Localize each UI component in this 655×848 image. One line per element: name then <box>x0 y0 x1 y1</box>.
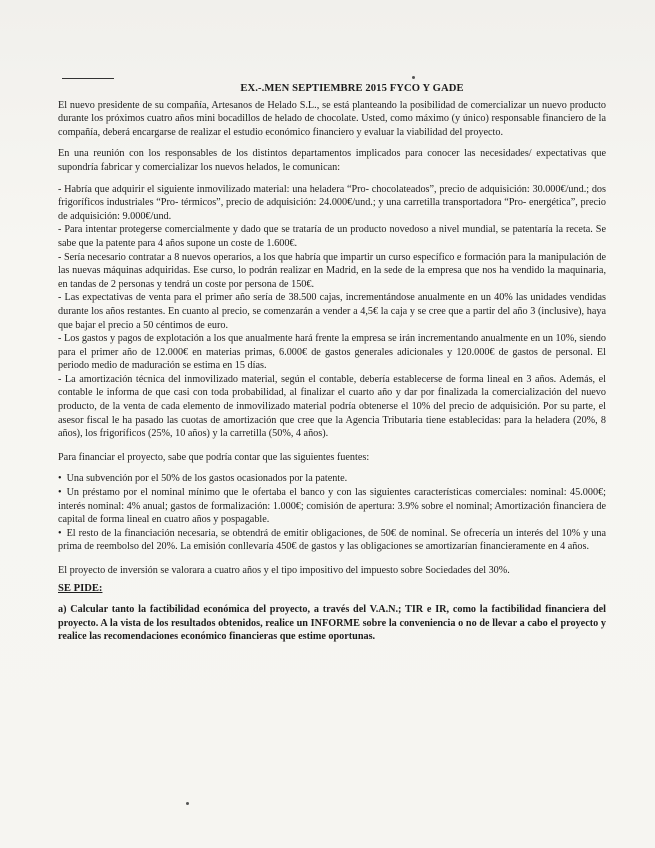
exam-title: EX.-.MEN SEPTIEMBRE 2015 FYCO Y GADE <box>240 83 464 94</box>
requirement-item: - Las expectativas de venta para el primer año sería de 38.500 cajas, incrementándose anualmente en un 40% las unidades vendidas durante los años restantes. En cuanto al precio, se comenzarán a vender a 4,5€ la caja y se cree que a partir del año 3 (inclusive), haya que bajar el precio a 50 céntimos de euro. <box>58 292 606 331</box>
question-a: a) Calcular tanto la factibilidad económica del proyecto, a través del V.A.N.; TIR e IR, como la factibilidad financiera del proyecto. A la vista de los resultados obtenidos, realice un INFORME sobre la conveniencia o no de llevar a cabo el proyecto y realice las recomendaciones económico financieras que estime oportunas. <box>58 604 606 643</box>
requirement-item: - Los gastos y pagos de explotación a los que anualmente hará frente la empresa se irán incrementando anualmente en un 10%, siendo para el primer año de 12.000€ en materias primas, 6.000€ de gastos generales adicionales y 120.000€ de gastos de personal. El periodo medio de maduración se estima en 15 días. <box>58 333 606 372</box>
financing-source-item: • El resto de la financiación necesaria, se obtendrá de emitir obligaciones, de 50€ de nominal. Se ofrecería un interés del 10% y una prima de reembolso del 20%. La emisión conllevaría 450€ de gastos y las obligaciones se amortizarían financieramente en 4 años. <box>58 527 606 554</box>
requirement-item: - Sería necesario contratar a 8 nuevos operarios, a los que habría que impartir un curso específico e formación para la manipulación de las nuevas máquinas adquiridas. Ese curso, lo podrán realizar en Madrid, en la sede de la empresa que nos ha vendido la maquinaria, en tandas de 2 personas y tendrá un coste por persona de 150€. <box>58 251 606 290</box>
scan-speck <box>186 802 189 805</box>
intro-paragraph: El nuevo presidente de su compañía, Artesanos de Helado S.L., se está planteando la posibilidad de comercializar un nuevo producto durante los próximos cuatro años mini bocadillos de helado de chocolate. Usted, como máximo (y único) responsable financiero de la compañía, deberá encargarse de realizar el estudio económico financiero y evaluar la viabilidad del proyecto. <box>58 99 606 138</box>
requirement-item: - Habría que adquirir el siguiente inmovilizado material: una heladera “Pro- chocolateados”, precio de adquisición: 30.000€/und.; dos frigoríficos industriales “Pro- térmicos”, precio de adquisición: 24.000€/und.; y una carretilla transportadora “Pro- energética”, precio de adquisición: 9.000€/und. <box>58 183 606 222</box>
scan-speck <box>412 76 415 79</box>
requirement-item: - La amortización técnica del inmovilizado material, según el contable, debería establecerse de forma lineal en 3 años. Además, el contable le informa de que casi con toda probabilidad, al finalizar el cuarto año y dar por finalizada la comercialización del nuevo producto, de la venta de cada elemento de inmovilizado material podría obtenerse el 10% del precio de adquisición. Por su parte, el asesor fiscal le ha pasado las cuotas de amortización que cree que la Agencia Tributaria tiene establecidas: para la heladera (20%, 8 años), los frigoríficos (25%, 10 años) y la carretilla (50%, 4 años). <box>58 373 606 440</box>
requirement-item: - Para intentar protegerse comercialmente y dado que se trataría de un producto novedoso a nivel mundial, se patentaría la receta. Se sabe que la patente para 4 años supone un coste de 1.600€. <box>58 224 606 249</box>
financing-source-item: • Una subvención por el 50% de los gastos ocasionados por la patente. <box>58 472 606 486</box>
financing-source-item: • Un préstamo por el nominal mínimo que le ofertaba el banco y con las siguientes características comerciales: nominal: 45.000€; interés nominal: 4% anual; gastos de formalización: 1.000€; comisión de apertura: 3.9% sobre el nominal; Amortización financiera de capital de forma lineal en cuatro años y pospagable. <box>58 486 606 527</box>
evaluation-paragraph: El proyecto de inversión se valorara a cuatro años y el tipo impositivo del impuesto sobre Sociedades del 30%. <box>58 565 510 576</box>
title-rule <box>62 78 114 79</box>
financing-intro: Para financiar el proyecto, sabe que podría contar que las siguientes fuentes: <box>58 451 370 463</box>
se-pide-heading: SE PIDE: <box>58 582 103 594</box>
exam-content <box>58 82 606 644</box>
meeting-paragraph: En una reunión con los responsables de los distintos departamentos implicados para conocer las necesidades/ expectativas que supondría fabricar y comercializar los nuevos helados, le comunican: <box>58 148 606 173</box>
